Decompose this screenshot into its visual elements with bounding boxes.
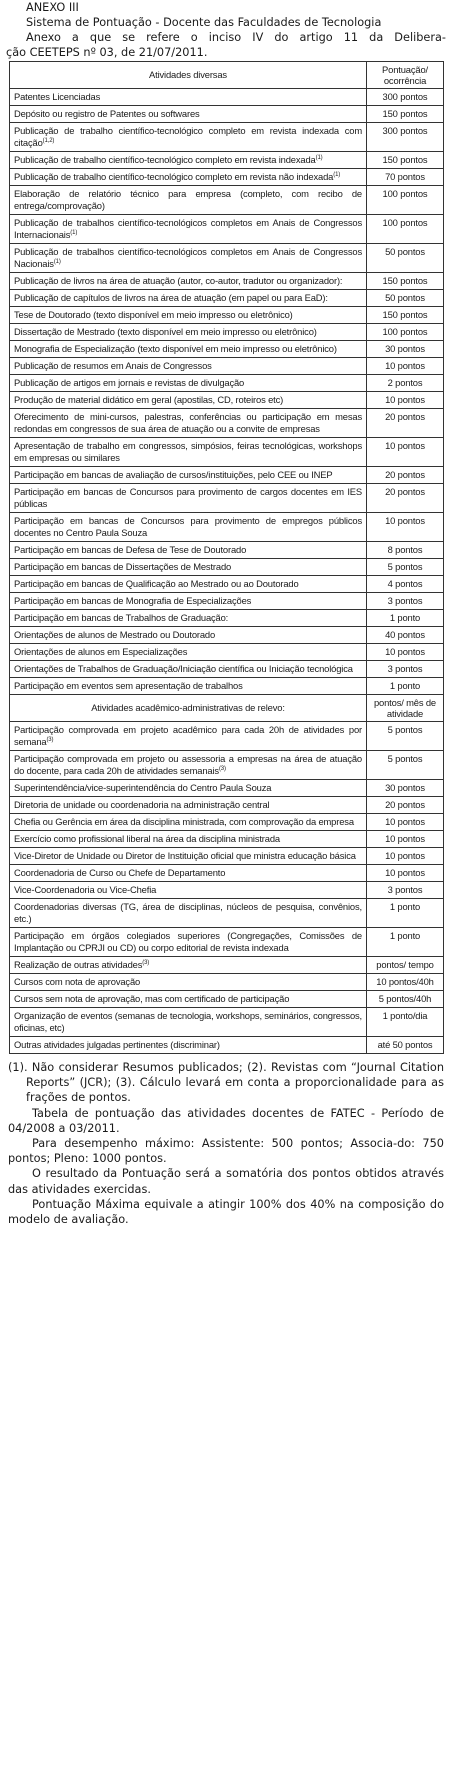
footnote-list: (1). Não considerar Resumos publicados; (2). Revistas com “Journal Citation Reports” (JCR); (3). Cálculo levará em conta a proporcionalidade para as frações de pontos.: [8, 1061, 444, 1105]
activity-text: Participação em bancas de Concursos para provimento de empregos públicos docentes no Centro Paula Souza: [14, 515, 362, 538]
scoring-table: [9, 61, 444, 1054]
points-cell: 100 pontos: [367, 186, 444, 215]
points-cell: 10 pontos: [367, 644, 444, 661]
points-cell: 30 pontos: [367, 341, 444, 358]
activity-cell: [10, 307, 367, 324]
footnote-ref: (3): [46, 736, 54, 743]
activity-cell: [10, 610, 367, 627]
activity-cell: [10, 957, 367, 974]
table-row: [10, 123, 444, 152]
points-cell: 1 ponto: [367, 928, 444, 957]
table-row: [10, 1008, 444, 1037]
activity-text: Produção de material didático em geral (apostilas, CD, roteiros etc): [14, 394, 284, 405]
section-header-points: Pontuação/ ocorrência: [367, 62, 444, 89]
points-cell: 300 pontos: [367, 89, 444, 106]
table-row: [10, 513, 444, 542]
activity-cell: [10, 865, 367, 882]
table-row: [10, 244, 444, 273]
points-cell: 150 pontos: [367, 307, 444, 324]
table-row: [10, 722, 444, 751]
points-cell: 10 pontos: [367, 513, 444, 542]
points-cell: 3 pontos: [367, 593, 444, 610]
activity-text: Participação em órgãos colegiados superiores (Congregações, Comissões de Implantação ou CPRJI ou CD) ou corpo editorial de revista indexada: [14, 930, 362, 953]
activity-text: Depósito ou registro de Patentes ou softwares: [14, 108, 200, 119]
activity-cell: [10, 152, 367, 169]
document-header: [6, 0, 446, 60]
paragraph-table-period: Tabela de pontuação das atividades docentes de FATEC - Período de 04/2008 a 03/2011.: [8, 1106, 444, 1135]
table-row: [10, 899, 444, 928]
points-cell: 3 pontos: [367, 882, 444, 899]
activity-text: Exercício como profissional liberal na área da disciplina ministrada: [14, 833, 280, 844]
activity-cell: [10, 392, 367, 409]
points-cell: 50 pontos: [367, 244, 444, 273]
activity-text: Realização de outras atividades: [14, 959, 143, 970]
activity-cell: [10, 409, 367, 438]
points-cell: 5 pontos/40h: [367, 991, 444, 1008]
activity-text: Publicação de capítulos de livros na área de atuação (em papel ou para EaD):: [14, 292, 328, 303]
points-cell: 10 pontos: [367, 831, 444, 848]
table-row: [10, 186, 444, 215]
activity-text: Diretoria de unidade ou coordenadoria na administração central: [14, 799, 270, 810]
points-cell: até 50 pontos: [367, 1037, 444, 1054]
points-cell: 10 pontos: [367, 865, 444, 882]
activity-cell: [10, 341, 367, 358]
footnote-ref: (1): [333, 171, 341, 178]
points-cell: 1 ponto: [367, 678, 444, 695]
activity-cell: [10, 513, 367, 542]
activity-text: Monografia de Especialização (texto disponível em meio impresso ou eletrônico): [14, 343, 337, 354]
points-cell: 1 ponto: [367, 899, 444, 928]
activity-cell: [10, 576, 367, 593]
table-row: [10, 106, 444, 123]
points-cell: 100 pontos: [367, 324, 444, 341]
table-row: [10, 542, 444, 559]
points-cell: 20 pontos: [367, 484, 444, 513]
activity-text: Participação em bancas de Concursos para provimento de cargos docentes em IES públicas: [14, 486, 362, 509]
activity-cell: [10, 89, 367, 106]
points-cell: 10 pontos: [367, 358, 444, 375]
table-row: [10, 610, 444, 627]
table-row: [10, 576, 444, 593]
activity-text: Participação em bancas de Defesa de Tese de Doutorado: [14, 544, 247, 555]
points-cell: 10 pontos/40h: [367, 974, 444, 991]
table-row: [10, 644, 444, 661]
activity-text: Publicação de trabalhos científico-tecnológicos completos em Anais de Congressos Internacionais: [14, 217, 362, 240]
activity-cell: [10, 1008, 367, 1037]
activity-text: Vice-Diretor de Unidade ou Diretor de Instituição oficial que ministra educação básica: [14, 850, 356, 861]
activity-cell: [10, 438, 367, 467]
activity-text: Publicação de artigos em jornais e revistas de divulgação: [14, 377, 245, 388]
activity-cell: [10, 324, 367, 341]
activity-cell: [10, 780, 367, 797]
activity-text: Elaboração de relatório técnico para empresa (completo, com recibo de entrega/comprovação): [14, 188, 362, 211]
points-cell: 3 pontos: [367, 661, 444, 678]
activity-cell: [10, 593, 367, 610]
points-cell: 10 pontos: [367, 848, 444, 865]
activity-cell: [10, 678, 367, 695]
points-cell: 150 pontos: [367, 152, 444, 169]
document-page: [6, 0, 446, 1227]
table-row: [10, 678, 444, 695]
points-cell: 4 pontos: [367, 576, 444, 593]
paragraph-result: O resultado da Pontuação será a somatória dos pontos obtidos através das atividades exercidas.: [8, 1167, 444, 1196]
table-row: [10, 928, 444, 957]
activity-text: Patentes Licenciadas: [14, 91, 101, 102]
table-row: [10, 273, 444, 290]
table-row: [10, 484, 444, 513]
activity-cell: [10, 661, 367, 678]
activity-cell: [10, 244, 367, 273]
activity-cell: [10, 215, 367, 244]
activity-text: Superintendência/vice-superintendência do Centro Paula Souza: [14, 782, 272, 793]
points-cell: 20 pontos: [367, 467, 444, 484]
table-row: [10, 957, 444, 974]
points-cell: 1 ponto/dia: [367, 1008, 444, 1037]
activity-cell: [10, 899, 367, 928]
points-cell: 70 pontos: [367, 169, 444, 186]
activity-text: Cursos com nota de aprovação: [14, 976, 141, 987]
activity-text: Tese de Doutorado (texto disponível em meio impresso ou eletrônico): [14, 309, 293, 320]
points-cell: 1 ponto: [367, 610, 444, 627]
activity-cell: [10, 797, 367, 814]
table-row: [10, 882, 444, 899]
table-row: [10, 661, 444, 678]
paragraph-max-performance: Para desempenho máximo: Assistente: 500 pontos; Associa-do: 750 pontos; Pleno: 1000 pontos.: [8, 1137, 444, 1166]
activity-cell: [10, 123, 367, 152]
table-row: [10, 467, 444, 484]
activity-cell: [10, 358, 367, 375]
table-row: [10, 290, 444, 307]
activity-text: Organização de eventos (semanas de tecnologia, workshops, seminários, congressos, oficinas, etc): [14, 1010, 362, 1033]
section-header-row: [10, 62, 444, 89]
activity-text: Publicação de resumos em Anais de Congressos: [14, 360, 212, 371]
activity-text: Publicação de trabalho científico-tecnológico completo em revista indexada: [14, 154, 316, 165]
footnote-ref: (1,2): [42, 137, 55, 144]
section-header-activities: Atividades diversas: [10, 62, 367, 89]
table-row: [10, 215, 444, 244]
activity-text: Publicação de trabalho científico-tecnológico completo em revista não indexada: [14, 171, 334, 182]
paragraph-max-score: Pontuação Máxima equivale a atingir 100% dos 40% na composição do modelo de avaliação.: [8, 1197, 444, 1227]
points-cell: 5 pontos: [367, 751, 444, 780]
table-row: [10, 751, 444, 780]
table-row: [10, 152, 444, 169]
table-row: [10, 341, 444, 358]
activity-text: Publicação de trabalho científico-tecnológico completo em revista indexada com citação: [14, 125, 362, 148]
table-row: [10, 409, 444, 438]
points-cell: 5 pontos: [367, 559, 444, 576]
points-cell: 50 pontos: [367, 290, 444, 307]
table-row: [10, 848, 444, 865]
activity-cell: [10, 273, 367, 290]
activity-text: Chefia ou Gerência em área da disciplina ministrada, com comprovação da empresa: [14, 816, 354, 827]
table-row: [10, 307, 444, 324]
points-cell: 8 pontos: [367, 542, 444, 559]
footnotes: [8, 1060, 444, 1227]
activity-cell: [10, 106, 367, 123]
activity-cell: [10, 290, 367, 307]
points-cell: 150 pontos: [367, 106, 444, 123]
annex-title: ANEXO III: [26, 1, 79, 14]
activity-cell: [10, 186, 367, 215]
activity-cell: [10, 928, 367, 957]
activity-cell: [10, 169, 367, 186]
activity-cell: [10, 974, 367, 991]
activity-text: Participação comprovada em projeto ou assessoria a empresas na área de atuação do docente, para cada 20h de atividades semanais: [14, 753, 362, 776]
table-row: [10, 780, 444, 797]
footnote-ref: (1): [70, 229, 78, 236]
table-row: [10, 991, 444, 1008]
activity-text: Vice-Coordenadoria ou Vice-Chefia: [14, 884, 157, 895]
points-cell: 20 pontos: [367, 797, 444, 814]
activity-cell: [10, 375, 367, 392]
table-row: [10, 814, 444, 831]
activity-cell: [10, 1037, 367, 1054]
points-cell: 10 pontos: [367, 814, 444, 831]
footnote-ref: (3): [218, 765, 226, 772]
annex-subtitle: Sistema de Pontuação - Docente das Faculdades de Tecnologia: [26, 16, 382, 29]
activity-text: Oferecimento de mini-cursos, palestras, conferências ou participação em mesas redondas em congressos de sua área de atuação ou a convite de empresas: [14, 411, 362, 434]
activity-text: Participação comprovada em projeto acadêmico para cada 20h de atividades por semana: [14, 724, 362, 747]
activity-text: Participação em bancas de Qualificação ao Mestrado ou ao Doutorado: [14, 578, 299, 589]
activity-cell: [10, 991, 367, 1008]
section-header-monthly-points: pontos/ mês de atividade: [367, 695, 444, 722]
table-row: [10, 797, 444, 814]
activity-cell: [10, 559, 367, 576]
activity-text: Dissertação de Mestrado (texto disponível em meio impresso ou eletrônico): [14, 326, 317, 337]
points-cell: 2 pontos: [367, 375, 444, 392]
activity-cell: [10, 722, 367, 751]
activity-cell: [10, 848, 367, 865]
section-header-row: [10, 695, 444, 722]
activity-text: Cursos sem nota de aprovação, mas com certificado de participação: [14, 993, 290, 1004]
points-cell: 20 pontos: [367, 409, 444, 438]
activity-text: Participação em eventos sem apresentação de trabalhos: [14, 680, 243, 691]
activity-text: Orientações de Trabalhos de Graduação/Iniciação científica ou Iniciação tecnológica: [14, 663, 353, 674]
points-cell: 30 pontos: [367, 780, 444, 797]
points-cell: pontos/ tempo: [367, 957, 444, 974]
table-row: [10, 974, 444, 991]
table-row: [10, 438, 444, 467]
points-cell: 5 pontos: [367, 722, 444, 751]
points-cell: 100 pontos: [367, 215, 444, 244]
table-row: [10, 831, 444, 848]
activity-cell: [10, 882, 367, 899]
activity-text: Orientações de alunos em Especializações: [14, 646, 188, 657]
section-header-admin: Atividades acadêmico-administrativas de relevo:: [10, 695, 367, 722]
activity-text: Coordenadoria de Curso ou Chefe de Departamento: [14, 867, 226, 878]
points-cell: 40 pontos: [367, 627, 444, 644]
activity-text: Publicação de livros na área de atuação (autor, co-autor, tradutor ou organizador):: [14, 275, 343, 286]
points-cell: 150 pontos: [367, 273, 444, 290]
activity-text: Participação em bancas de Monografia de Especializações: [14, 595, 252, 606]
activity-cell: [10, 542, 367, 559]
table-row: [10, 89, 444, 106]
activity-cell: [10, 484, 367, 513]
points-cell: 10 pontos: [367, 438, 444, 467]
points-cell: 10 pontos: [367, 392, 444, 409]
table-row: [10, 627, 444, 644]
activity-text: Outras atividades julgadas pertinentes (discriminar): [14, 1039, 220, 1050]
activity-text: Apresentação de trabalho em congressos, simpósios, feiras tecnológicas, workshops em empresas ou similares: [14, 440, 362, 463]
table-row: [10, 559, 444, 576]
activity-cell: [10, 814, 367, 831]
table-row: [10, 593, 444, 610]
annex-reference-line1: Anexo a que se refere o inciso IV do artigo 11 da Delibera-: [26, 31, 446, 44]
table-row: [10, 375, 444, 392]
points-cell: 300 pontos: [367, 123, 444, 152]
table-row: [10, 865, 444, 882]
table-row: [10, 324, 444, 341]
activity-text: Publicação de trabalhos científico-tecnológicos completos em Anais de Congressos Nacionais: [14, 246, 362, 269]
activity-text: Participação em bancas de Dissertações de Mestrado: [14, 561, 232, 572]
table-row: [10, 1037, 444, 1054]
table-row: [10, 169, 444, 186]
activity-text: Participação em bancas de avaliação de cursos/instituições, pelo CEE ou INEP: [14, 469, 333, 480]
activity-cell: [10, 467, 367, 484]
footnote-ref: (1): [315, 154, 323, 161]
activity-text: Coordenadorias diversas (TG, área de disciplinas, núcleos de pesquisa, convênios, etc.): [14, 901, 362, 924]
footnote-ref: (1): [53, 258, 61, 265]
footnote-ref: (3): [142, 959, 150, 966]
activity-text: Participação em bancas de Trabalhos de Graduação:: [14, 612, 229, 623]
activity-cell: [10, 751, 367, 780]
table-row: [10, 392, 444, 409]
annex-reference-line2: ção CEETEPS nº 03, de 21/07/2011.: [6, 46, 208, 59]
table-row: [10, 358, 444, 375]
activity-cell: [10, 627, 367, 644]
activity-cell: [10, 644, 367, 661]
activity-cell: [10, 831, 367, 848]
activity-text: Orientações de alunos de Mestrado ou Doutorado: [14, 629, 216, 640]
